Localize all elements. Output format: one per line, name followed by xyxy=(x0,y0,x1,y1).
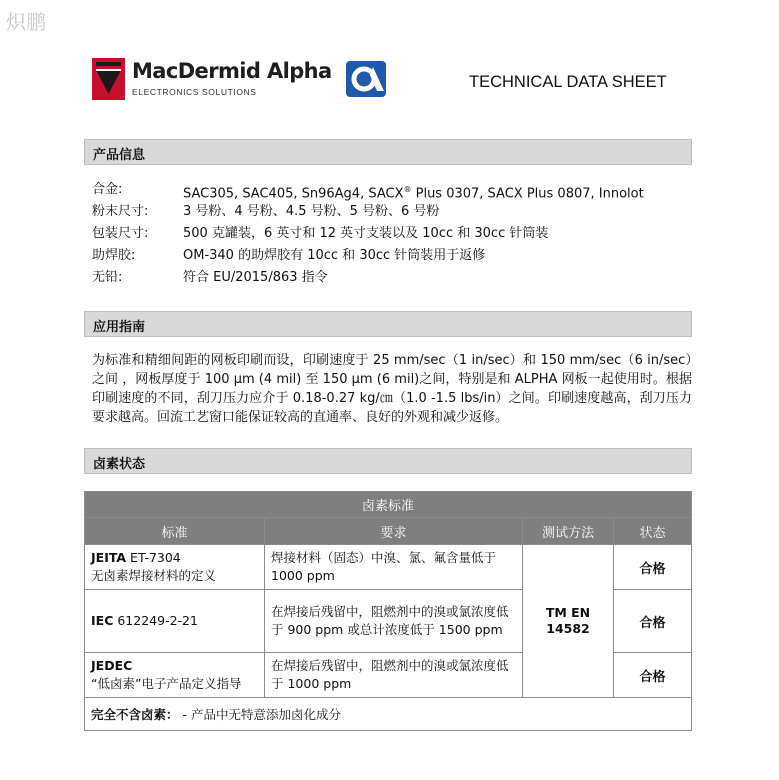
alpha-logo-icon xyxy=(346,61,386,97)
macdermid-mark-icon xyxy=(92,58,125,100)
document-type: TECHNICAL DATA SHEET xyxy=(469,73,667,91)
section-title: 产品信息 xyxy=(93,148,146,163)
section-title: 应用指南 xyxy=(93,320,146,335)
status-cell: 合格 xyxy=(614,545,692,590)
status-cell: 合格 xyxy=(614,653,692,698)
info-label: 合金: xyxy=(92,182,123,197)
info-value: 符合 EU/2015/863 指令 xyxy=(183,270,328,285)
application-guide-text: 为标准和精细间距的网板印刷而设，印刷速度于 25 mm/sec（1 in/sec）和 150 mm/sec（6 in/sec）之间 ，网板厚度于 100 μm (4 mil) 至 150 μm (6 mil)之间，特别是和 ALPHA 网板一起使用时。根据印刷速度的不同，刮刀压力应介于 0.18-0.27 kg/㎝（1.0 -1.5 lbs/in）之间。印刷速度越高，刮刀压力要求越高。回流工艺窗口能保证较高的直通率、良好的外观和减少返修。 xyxy=(92,353,692,425)
standard-cell: IEC 612249-2-21 xyxy=(85,590,265,653)
info-value: 500 克罐装，6 英寸和 12 英寸支装以及 10cc 和 30cc 针筒装 xyxy=(183,226,549,241)
halogen-table xyxy=(84,491,692,731)
standard-cell: JEDEC “低卤素”电子产品定义指导 xyxy=(85,653,265,698)
column-header: 标准 xyxy=(85,518,265,545)
info-value: OM-340 的助焊胶有 10cc 和 30cc 针筒装用于返修 xyxy=(183,248,486,263)
brand-name: MacDermid Alpha xyxy=(132,59,332,83)
section-application-guide xyxy=(84,311,692,337)
info-value: SAC305, SAC405, Sn96Ag4, SACX® Plus 0307, SACX Plus 0807, Innolot xyxy=(183,185,644,202)
column-header: 状态 xyxy=(614,518,692,545)
status-cell: 合格 xyxy=(614,590,692,653)
requirement-cell: 在焊接后残留中，阻燃剂中的溴或氯浓度低于 1000 ppm xyxy=(265,653,523,698)
section-product-info xyxy=(84,139,692,165)
table-title: 卤素标准 xyxy=(85,492,692,518)
requirement-cell: 焊接材料（固态）中溴、氯、氟含量低于 1000 ppm xyxy=(265,545,523,590)
halogen-footer-note: 完全不含卤素： - 产品中无特意添加卤化成分 xyxy=(85,698,692,731)
info-label: 无铅: xyxy=(92,270,123,285)
table-row xyxy=(85,545,692,590)
info-label: 助焊胶: xyxy=(92,248,136,263)
standard-cell: JEITA ET-7304 无卤素焊接材料的定义 xyxy=(85,545,265,590)
column-header: 要求 xyxy=(265,518,523,545)
section-title: 卤素状态 xyxy=(93,457,146,472)
brand-subtitle: ELECTRONICS SOLUTIONS xyxy=(132,87,257,97)
section-halogen-status xyxy=(84,448,692,474)
requirement-cell: 在焊接后残留中，阻燃剂中的溴或氯浓度低于 900 ppm 或总计浓度低于 1500 ppm xyxy=(265,590,523,653)
info-label: 粉末尺寸: xyxy=(92,204,149,219)
info-value: 3 号粉、4 号粉、4.5 号粉、5 号粉、6 号粉 xyxy=(183,204,440,219)
test-method-cell: TM EN 14582 xyxy=(523,545,614,698)
table-footer-row xyxy=(85,698,692,731)
column-header: 测试方法 xyxy=(523,518,614,545)
info-label: 包装尺寸: xyxy=(92,226,149,241)
watermark: 炽鹏 xyxy=(6,10,46,34)
